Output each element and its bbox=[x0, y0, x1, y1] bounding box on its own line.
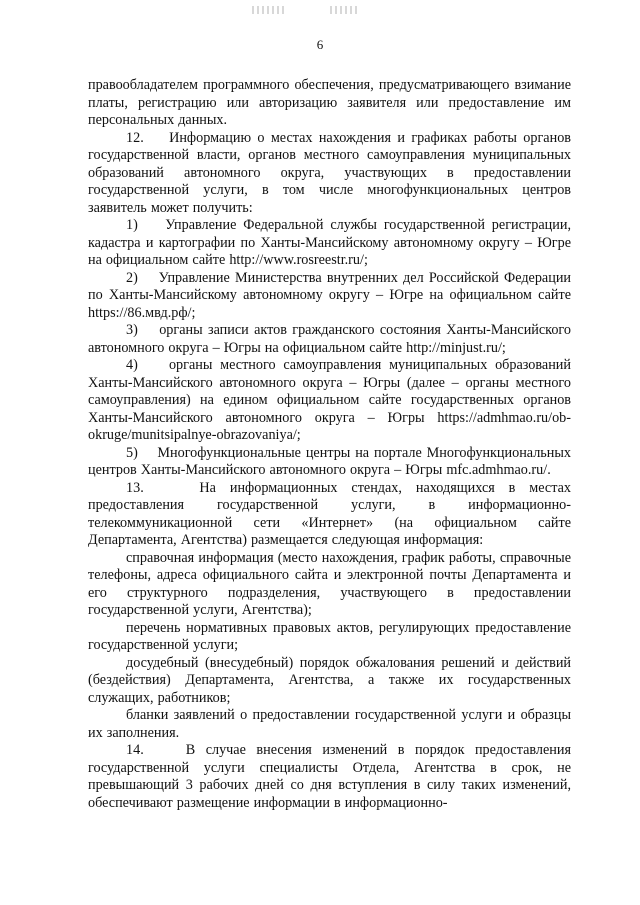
paragraph-continuation: правообладателем программного обеспечения, предусматривающего взимание платы, регистрацию или авторизацию заявителя или предоставление им персональных данных. bbox=[88, 77, 571, 128]
list-item-mfc: 5) Многофункциональные центры на портале Многофункциональных центров Ханты-Мансийского автономного округа – Югры mfc.admhmao.ru/. bbox=[88, 444, 571, 478]
list-item-local-government: 4) органы местного самоуправления муниципальных образований Ханты-Мансийского автономного округа – Югры (далее – органы местного самоуправления) на едином официальном сайте государственных органов Ханты-Мансийского автономного округа – Югры https://admhmao.ru/ob-okruge/munitsipalnye-obrazovaniya/; bbox=[88, 357, 571, 443]
paragraph-appeal-procedure: досудебный (внесудебный) порядок обжалования решений и действий (бездействия) Департамента, Агентства, а также их государственных служащих, работников; bbox=[88, 654, 571, 706]
scan-artifact-left bbox=[252, 6, 286, 14]
paragraph-clause-14: 14. В случае внесения изменений в порядок предоставления государственной услуги специалисты Отдела, Агентства в срок, не превышающий 3 рабочих дней со дня вступления в силу таких изменений, обеспечивают размещение информации в информационно- bbox=[88, 742, 571, 811]
page-number: 6 bbox=[316, 37, 324, 52]
paragraph-legal-acts: перечень нормативных правовых актов, регулирующих предоставление государственной услуги; bbox=[88, 619, 571, 653]
list-item-rosreestr: 1) Управление Федеральной службы государственной регистрации, кадастра и картографии по Ханты-Мансийскому автономному округу – Югре на официальном сайте http://www.rosreestr.ru/; bbox=[88, 217, 571, 268]
list-item-zags: 3) органы записи актов гражданского состояния Ханты-Мансийского автономного округа – Югры на официальном сайте http://minjust.ru/; bbox=[88, 322, 571, 356]
document-body bbox=[88, 77, 571, 812]
paragraph-clause-12: 12. Информацию о местах нахождения и графиках работы органов государственной власти, органов местного самоуправления муниципальных образований автономного округа, участвующих в предоставлении государственной услуги, в том числе многофункциональных центров заявитель может получить: bbox=[88, 129, 571, 216]
list-item-mvd: 2) Управление Министерства внутренних дел Российской Федерации по Ханты-Мансийскому автономному округу – Югре на официальном сайте https://86.мвд.рф/; bbox=[88, 269, 571, 321]
paragraph-application-forms: бланки заявлений о предоставлении государственной услуги и образцы их заполнения. bbox=[88, 707, 571, 741]
paragraph-reference-info: справочная информация (место нахождения, график работы, справочные телефоны, адреса официального сайта и электронной почты Департамента и его структурного подразделения, участвующего в предоставлении государственной услуги, Агентства); bbox=[88, 549, 571, 618]
paragraph-clause-13: 13. На информационных стендах, находящихся в местах предоставления государственной услуги, в информационно-телекоммуникационной сети «Интернет» (на официальном сайте Департамента, Агентства) размещается следующая информация: bbox=[88, 479, 571, 548]
scan-artifact-right bbox=[330, 6, 360, 14]
